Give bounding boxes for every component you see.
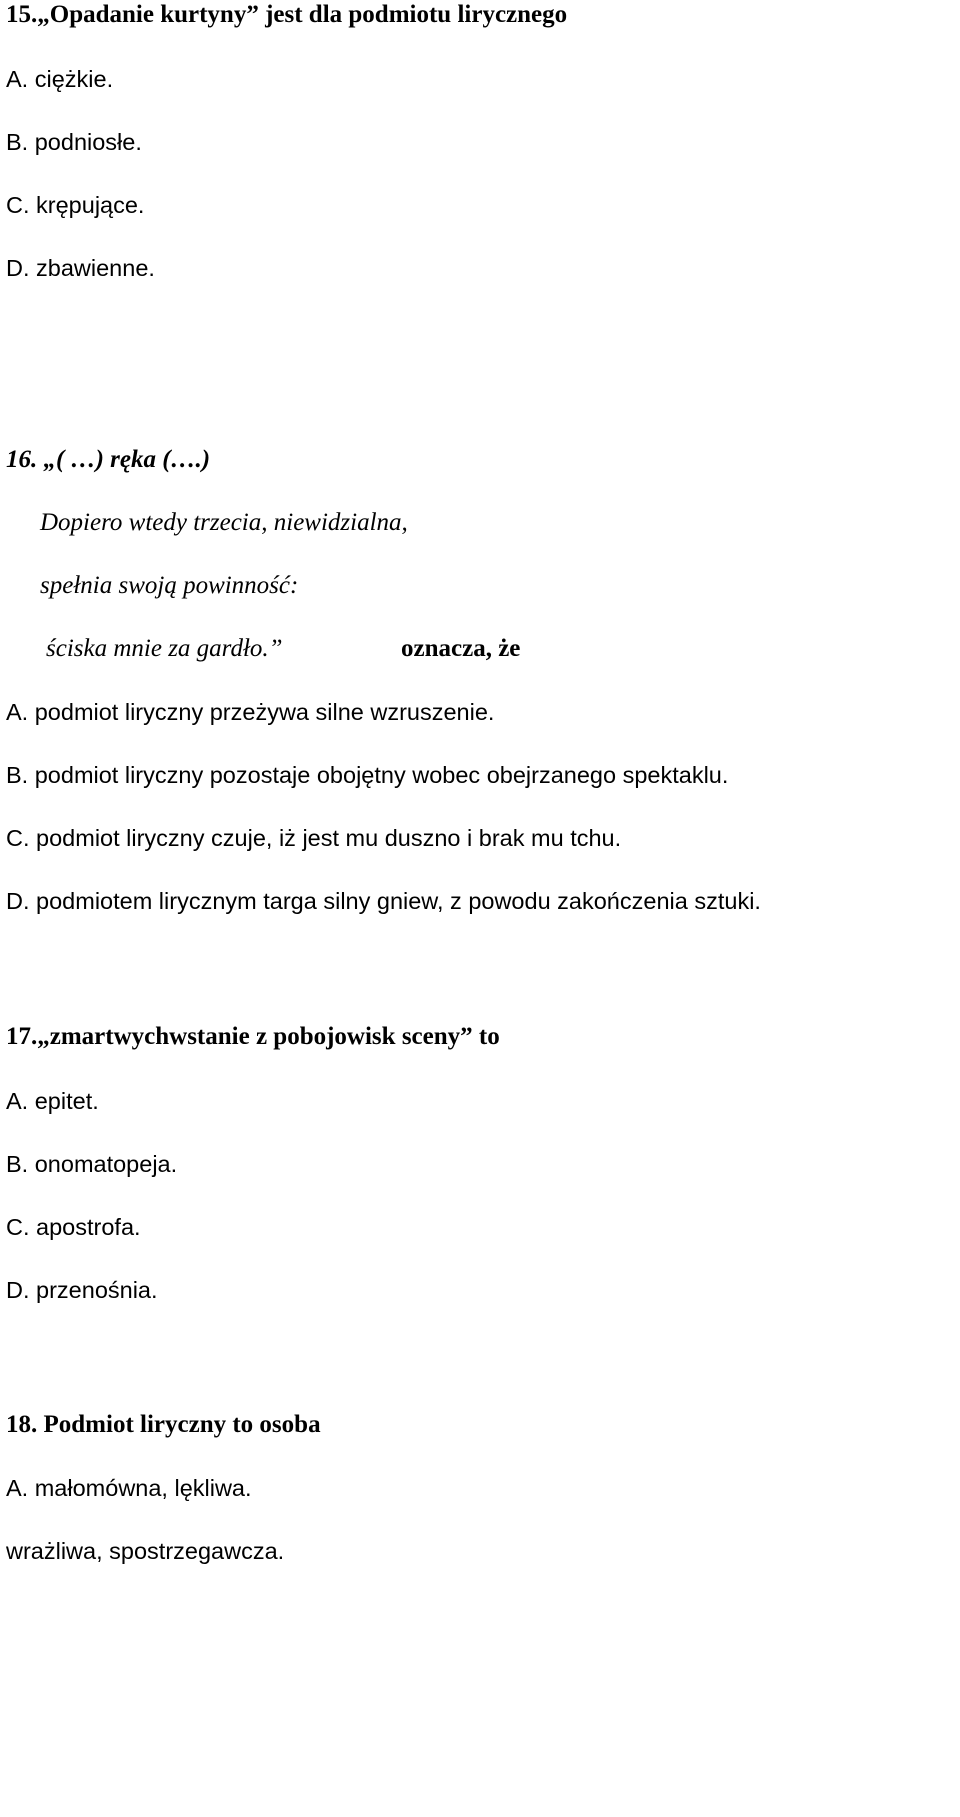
question-17-option-a: A. epitet. bbox=[6, 1088, 99, 1114]
question-15-title: 15.„Opadanie kurtyny” jest dla podmiotu lirycznego bbox=[6, 1, 568, 28]
question-16-tail: oznacza, że bbox=[401, 635, 521, 662]
question-15-option-d: D. zbawienne. bbox=[6, 255, 155, 281]
question-16-quote-line-2: spełnia swoją powinność: bbox=[40, 572, 299, 599]
question-16-option-c: C. podmiot liryczny czuje, iż jest mu duszno i brak mu tchu. bbox=[6, 825, 622, 851]
question-16-quote-line-1: Dopiero wtedy trzecia, niewidzialna, bbox=[40, 509, 408, 536]
question-15-option-b: B. podniosłe. bbox=[6, 129, 142, 155]
question-16-option-a: A. podmiot liryczny przeżywa silne wzruszenie. bbox=[6, 699, 495, 725]
question-18-option-b: wrażliwa, spostrzegawcza. bbox=[6, 1538, 285, 1564]
question-16-quote-line-3: ściska mnie za gardło.” bbox=[46, 635, 283, 662]
question-18-option-a: A. małomówna, lękliwa. bbox=[6, 1475, 252, 1501]
question-17-option-d: D. przenośnia. bbox=[6, 1277, 158, 1303]
question-18-title: 18. Podmiot liryczny to osoba bbox=[6, 1411, 321, 1438]
question-16-title: 16. „( …) ręka (….) bbox=[6, 446, 211, 473]
question-17-option-c: C. apostrofa. bbox=[6, 1214, 141, 1240]
question-17-option-b: B. onomatopeja. bbox=[6, 1151, 178, 1177]
question-15-option-a: A. ciężkie. bbox=[6, 66, 114, 92]
question-17-title: 17.„zmartwychwstanie z pobojowisk sceny” to bbox=[6, 1023, 500, 1050]
question-16-option-d: D. podmiotem lirycznym targa silny gniew, z powodu zakończenia sztuki. bbox=[6, 888, 761, 914]
question-15-option-c: C. krępujące. bbox=[6, 192, 145, 218]
question-16-option-b: B. podmiot liryczny pozostaje obojętny wobec obejrzanego spektaklu. bbox=[6, 762, 729, 788]
